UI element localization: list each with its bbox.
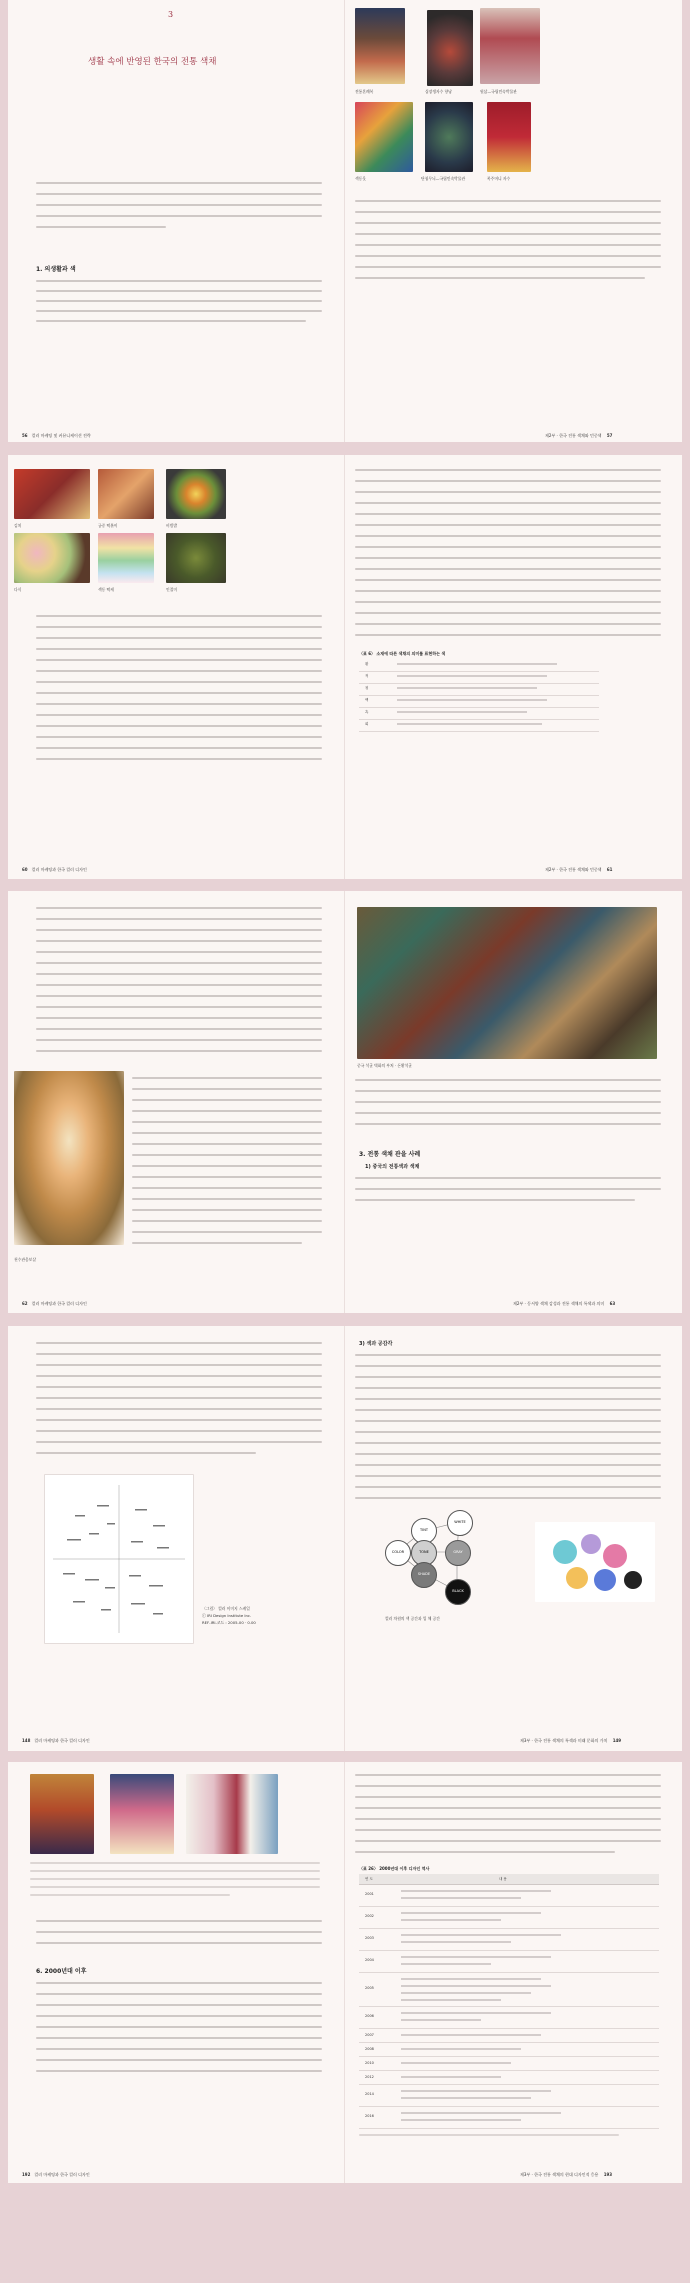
- section-heading: 3) 색과 공감각: [359, 1341, 393, 1347]
- photo-tteokbokki: [98, 469, 154, 519]
- table-row: 적: [359, 671, 599, 684]
- caption-6: 복주머니 자수: [487, 176, 511, 181]
- photo-wonsam: [480, 8, 540, 84]
- table-row: 청: [359, 683, 599, 696]
- page-56: [8, 0, 345, 442]
- table-row: 2002: [359, 1906, 659, 1929]
- figure-caption: 〈그림〉 컬러 이미지 스케일: [202, 1606, 250, 1611]
- scatter-diagram: [45, 1475, 193, 1643]
- page-62: [8, 891, 345, 1313]
- photo-hanbok-2: [110, 1774, 174, 1854]
- diagram-node-tone: TONE: [411, 1540, 437, 1566]
- page-61: [345, 455, 682, 879]
- spread-3: [8, 891, 682, 1313]
- table-row: 흑: [359, 707, 599, 720]
- caption-3: 원삼—국립민속박물관: [480, 89, 517, 94]
- photo-saekdong-tteok: [98, 533, 154, 583]
- left-caption: 천수관음보살: [14, 1257, 37, 1262]
- photo-bibimbap: [166, 469, 226, 519]
- photo-kimchi: [14, 469, 90, 519]
- table-title: 〈표 6〉 소재에 따른 색채의 의미를 표현하는 색: [359, 651, 446, 656]
- footer-right: 제2부 · 한국 전통 색채와 민중색 57: [545, 433, 613, 438]
- page-148: [8, 1326, 345, 1751]
- caption-2: 궁중 떡볶이: [98, 523, 118, 528]
- spread-2: [8, 455, 682, 879]
- footer-left: 148 컬러 마케팅과 한국 컬러 디자인: [22, 1738, 90, 1743]
- photo-saekdong: [355, 102, 413, 172]
- color-meaning-table: [359, 659, 599, 755]
- footer-right: 제2부 · 동서양 색채 감성과 전통 색채의 특색과 의미 63: [513, 1301, 616, 1306]
- table-row: 2001: [359, 1884, 659, 1907]
- section-heading: 3. 전통 색채 관을 사례: [359, 1151, 421, 1158]
- table-row: 2014: [359, 2084, 659, 2107]
- image-scale-diagram: [44, 1474, 194, 1644]
- table-row: 2012: [359, 2070, 659, 2085]
- diagram-caption: 컬러 차원의 색 공간과 입 체 공간: [385, 1616, 440, 1621]
- footer-left: 192 컬러 마케팅과 한국 컬러 디자인: [22, 2172, 90, 2177]
- table-row: 2004: [359, 1950, 659, 1973]
- page-192: [8, 1762, 345, 2183]
- subheading: 1) 중국의 전통색과 색채: [365, 1164, 420, 1170]
- photo-wedding-costume: [355, 8, 405, 84]
- photo-dasik: [14, 533, 90, 583]
- table-header: 연 도 내 용: [359, 1874, 659, 1885]
- table-row: 백: [359, 695, 599, 708]
- footer-right: 제3부 · 한국 전통 색채의 특색과 미래 문화의 가치 149: [520, 1738, 622, 1743]
- photo-cave-mural: [357, 907, 657, 1059]
- caption-1: 전통혼례복: [355, 89, 374, 94]
- caption-6: 인절미: [166, 587, 178, 592]
- footer-right: 제3부 · 한국 전통 색채의 현대 디자인적 응용 193: [520, 2172, 613, 2177]
- caption-2: 십장생자수 향낭: [425, 89, 452, 94]
- chapter-title: 생활 속에 반영된 한국의 전통 색채: [88, 57, 217, 67]
- diagram-node-color: COLOR: [385, 1540, 411, 1566]
- figure-caption-number: REF-IRI-코드 : 2005-00 · 0.00: [202, 1620, 256, 1625]
- photo-hanbok-3: [186, 1774, 278, 1854]
- photo-embroidered-pouch: [427, 10, 473, 86]
- footer-left: 62 컬러 마케팅과 한국 컬러 디자인: [22, 1301, 87, 1306]
- photo-injeolmi: [166, 533, 226, 583]
- spread-1: [8, 0, 682, 442]
- photo-bokjumeoni: [487, 102, 531, 172]
- diagram-node-shade: SHADE: [411, 1562, 437, 1588]
- diagram-node-white: WHITE: [447, 1510, 473, 1536]
- section-heading: 6. 2000년대 이후: [36, 1968, 87, 1975]
- photo-bodhisattva: [14, 1071, 124, 1245]
- caption-1: 김치: [14, 523, 22, 528]
- footer-left: 60 컬러 마케팅과 한국 컬러 디자인: [22, 867, 87, 872]
- caption-3: 비빔밥: [166, 523, 178, 528]
- page-60: [8, 455, 345, 879]
- table-row: 2006: [359, 2006, 659, 2029]
- footer-right: 제2부 · 한국 전통 색채와 민중색 61: [545, 867, 613, 872]
- table-row: 2005: [359, 1972, 659, 2007]
- caption-4: 색동옷: [355, 176, 367, 181]
- footer-left: 56 컬러 마케팅 및 커뮤니케이션 전략: [22, 433, 91, 438]
- page-57: [345, 0, 682, 442]
- photo-hanbok-1: [30, 1774, 94, 1854]
- caption-5: 색동 떡케: [98, 587, 114, 592]
- spread-4: [8, 1326, 682, 1751]
- figure-caption-source: ⓒ IRI Design Institute Inc.: [202, 1613, 252, 1618]
- page-149: [345, 1326, 682, 1751]
- right-caption: 중국 석굴 벽화의 부처 · 돈황석굴: [357, 1063, 412, 1068]
- page-63: [345, 891, 682, 1313]
- table-row: 2010: [359, 2056, 659, 2071]
- caption-5: 단청무늬—국립민속박물관: [421, 176, 466, 181]
- table-row: 2016: [359, 2106, 659, 2129]
- table-row: 황: [359, 659, 599, 672]
- caption-4: 다식: [14, 587, 22, 592]
- diagram-node-tint: TINT: [411, 1518, 437, 1544]
- photo-dancheong: [425, 102, 473, 172]
- color-circles: [535, 1522, 655, 1602]
- photo-color-circles: [535, 1522, 655, 1602]
- table-row: 2003: [359, 1928, 659, 1951]
- page-193: [345, 1762, 682, 2183]
- diagram-node-black: BLACK: [445, 1579, 471, 1605]
- table-row: 2007: [359, 2028, 659, 2043]
- table-title: 〈표 26〉 2000년대 이후 디자인 역사: [359, 1866, 430, 1871]
- design-history-table: [359, 1874, 659, 2154]
- chapter-number: 3: [168, 10, 174, 19]
- diagram-node-gray: GRAY: [445, 1540, 471, 1566]
- table-row: 2008: [359, 2042, 659, 2057]
- section-heading: 1. 의생활과 색: [36, 266, 76, 273]
- spread-5: [8, 1762, 682, 2183]
- table-row: 회: [359, 719, 599, 732]
